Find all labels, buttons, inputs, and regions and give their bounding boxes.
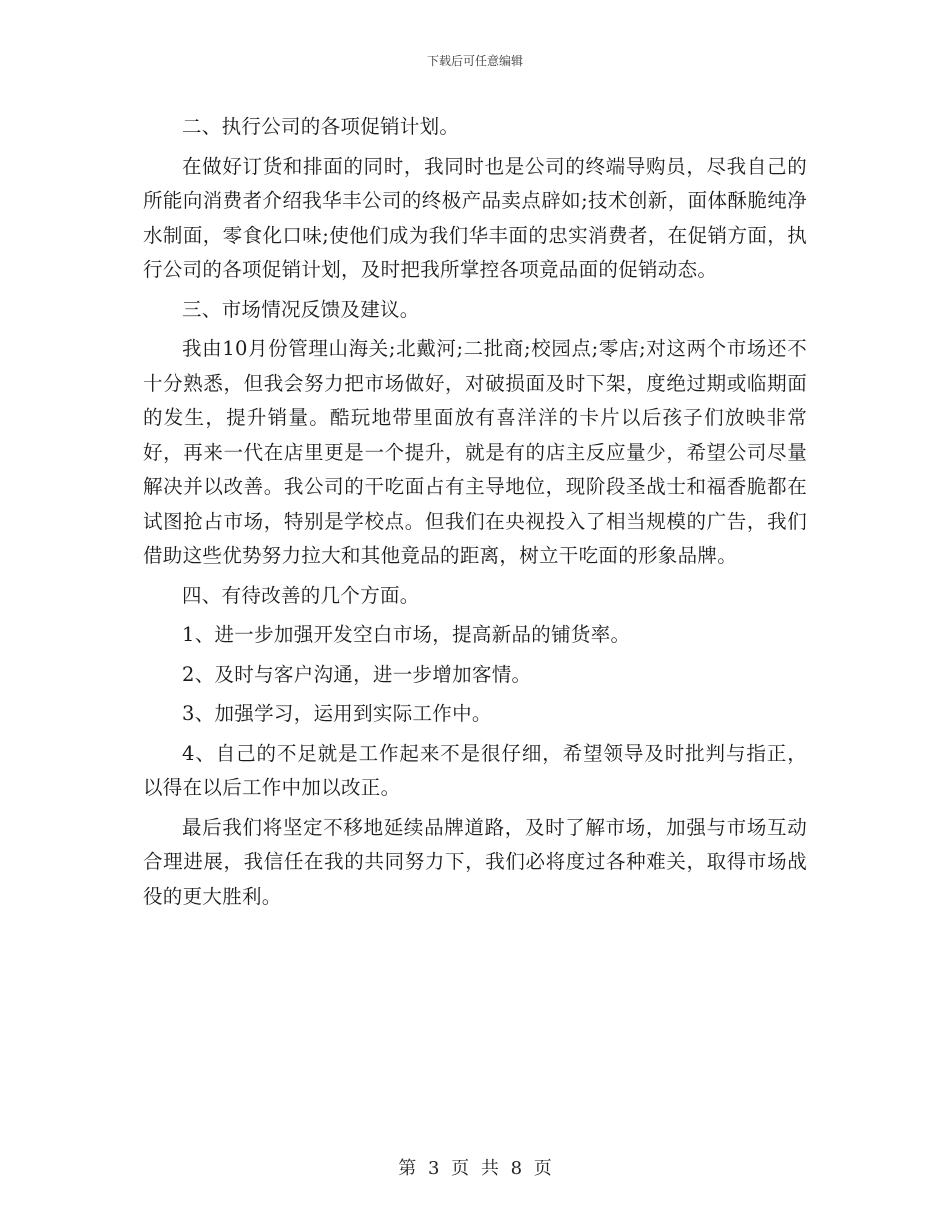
section-heading-improvements: 四、有待改善的几个方面。 — [182, 583, 420, 607]
list-item-improvement-1: 1、进一步加强开发空白市场，提高新品的铺货率。 — [182, 623, 631, 646]
list-item-improvement-2: 2、及时与客户沟通，进一步增加客情。 — [182, 662, 532, 686]
paragraph-market-feedback-detail: 我由10月份管理山海关;北戴河;二批商;校园点;零店;对这两个市场还不十分熟悉，但我会努力把市场做好，对破损面及时下架，度绝过期或临期面的发生，提升销量。酷玩地带里面放有喜洋洋的卡片以后孩子们放映非常好，再来一代在店里更是一个提升，就是有的店主反应量少，希望公司尽量解决并以改善。我公司的干吃面占有主导地位，现阶段圣战士和福香脆都在试图抢占市场，特别是学校点。但我们在央视投入了相当规模的广告，我们借助这些优势努力拉大和其他竟品的距离，树立干吃面的形象品牌。 — [143, 337, 807, 567]
section-heading-promotion: 二、执行公司的各项促销计划。 — [182, 115, 460, 138]
paragraph-promotion-detail: 在做好订货和排面的同时，我同时也是公司的终端导购员，尽我自己的所能向消费者介绍我华丰公司的终极产品卖点辟如;技术创新，面体酥脆纯净水制面，零食化口味;使他们成为我们华丰面的忠实消费者，在促销方面，执行公司的各项促销计划，及时把我所掌控各项竟品面的促销动态。 — [143, 154, 807, 281]
paragraph-conclusion: 最后我们将坚定不移地延续品牌道路，及时了解市场，加强与市场互动合理进展，我信任在我的共同努力下，我们必将度过各种难关，取得市场战役的更大胜利。 — [143, 815, 807, 908]
list-item-improvement-4: 4、自己的不足就是工作起来不是很仔细，希望领导及时批判与指正，以得在以后工作中加以改正。 — [143, 741, 807, 799]
page-number-footer: 第 3 页 共 8 页 — [398, 1158, 552, 1179]
section-heading-market-feedback: 三、市场情况反馈及建议。 — [182, 297, 420, 321]
document-body — [143, 110, 807, 919]
list-item-improvement-3: 3、加强学习，运用到实际工作中。 — [182, 702, 492, 725]
page-header: 下载后可任意编辑 — [426, 54, 523, 68]
